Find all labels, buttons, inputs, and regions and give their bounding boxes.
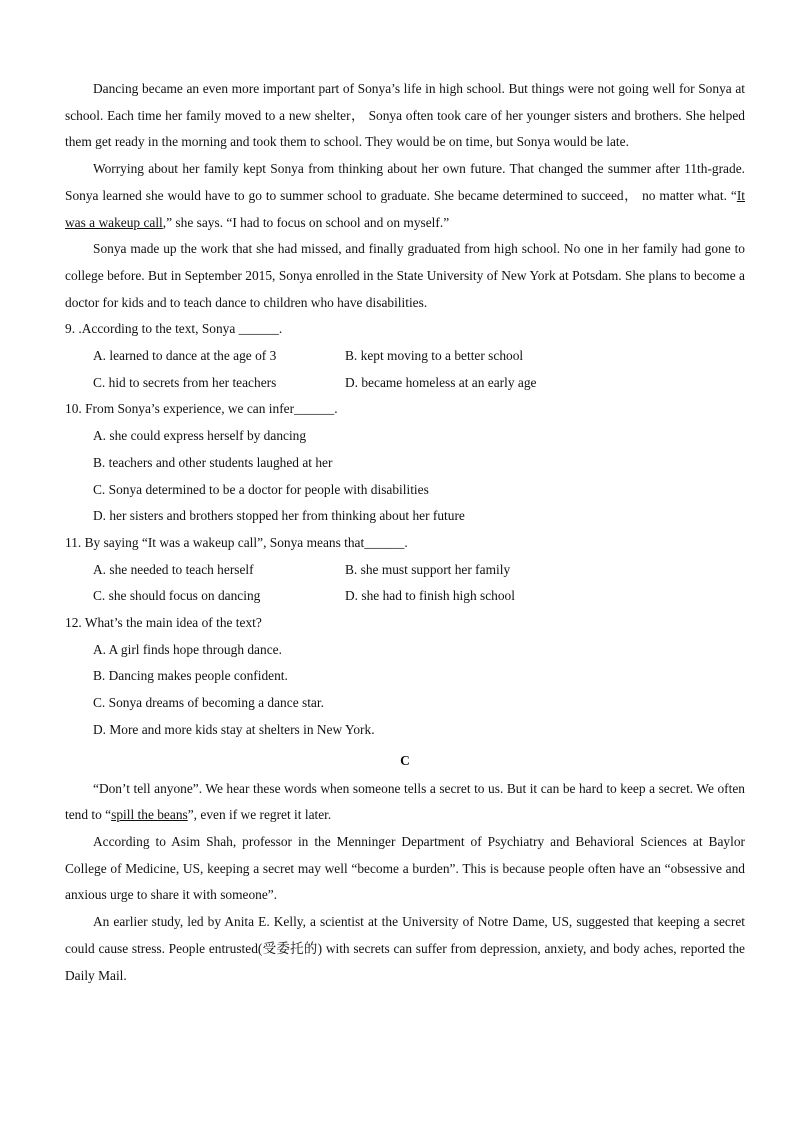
option-a: A. she could express herself by dancing — [93, 428, 307, 444]
question-11-options-row-2 — [65, 583, 745, 610]
paragraph-text: ,” she says. “I had to focus on school and on myself.” — [162, 214, 450, 230]
question-9-stem: 9. .According to the text, Sonya ______. — [65, 321, 283, 337]
option-a: A. learned to dance at the age of 3 — [93, 348, 277, 364]
option-b: B. teachers and other students laughed at her — [93, 454, 333, 470]
section-c-paragraph-2: According to Asim Shah, professor in the Menninger Department of Psychiatry and Behavioral Sciences at Baylor College of Medicine, US, keeping a secret may well “become a burden”. This is because people often have an “obsessive and anxious urge to share it with someone”. — [65, 833, 745, 903]
option-a: A. A girl finds hope through dance. — [93, 641, 282, 657]
question-10-stem: 10. From Sonya’s experience, we can infer______. — [65, 401, 338, 417]
option-c: C. Sonya dreams of becoming a dance star. — [93, 695, 324, 711]
section-c-paragraph-1 — [65, 776, 745, 829]
option-d: D. became homeless at an early age — [345, 374, 537, 390]
option-b: B. kept moving to a better school — [345, 348, 524, 364]
option-d: D. she had to finish high school — [345, 588, 515, 604]
question-9-options-row-1 — [65, 343, 745, 370]
option-b: B. she must support her family — [345, 561, 511, 577]
question-11-options-row-1 — [65, 557, 745, 584]
question-12-stem: 12. What’s the main idea of the text? — [65, 615, 262, 631]
underlined-phrase: spill the beans — [111, 807, 188, 823]
option-a: A. she needed to teach herself — [93, 561, 254, 577]
section-c-heading: C — [400, 752, 410, 768]
option-c: C. Sonya determined to be a doctor for people with disabilities — [93, 481, 429, 497]
option-c: C. she should focus on dancing — [93, 588, 261, 604]
underlined-phrase: It was a wakeup call — [65, 187, 745, 230]
paragraph-text: “Don’t tell anyone”. We hear these words when someone tells a secret to us. But it can be hard to keep a secret. We often tend to “ — [65, 780, 745, 823]
question-11-stem: 11. By saying “It was a wakeup call”, Sonya means that______. — [65, 534, 408, 550]
passage-b-paragraph-1: Dancing became an even more important part of Sonya’s life in high school. But things were not going well for Sonya at school. Each time her family moved to a new shelter， Sonya often took care of her younger sisters and brothers. She helped them get ready in the morning and took them to school. They would be on time, but Sonya would be late. — [65, 81, 745, 150]
option-c: C. hid to secrets from her teachers — [93, 374, 277, 390]
section-c-paragraph-3: An earlier study, led by Anita E. Kelly, a scientist at the University of Notre Dame, US, suggested that keeping a secret could cause stress. People entrusted(受委托的) with secrets can suffer from depression, anxiety, and body aches, reported the Daily Mail. — [65, 914, 745, 983]
paragraph-text: ”, even if we regret it later. — [187, 807, 332, 823]
paragraph-text: Worrying about her family kept Sonya from thinking about her own future. That changed the summer after 11th-grade. Sonya learned she would have to go to summer school to graduate. She became determined to succeed， no matter what. “ — [65, 161, 745, 203]
passage-b-paragraph-2 — [65, 156, 745, 236]
question-9-options-row-2 — [65, 370, 745, 397]
document-page — [65, 76, 745, 989]
option-d: D. More and more kids stay at shelters in New York. — [93, 721, 375, 737]
passage-b-paragraph-3: Sonya made up the work that she had missed, and finally graduated from high school. No one in her family had gone to college before. But in September 2015, Sonya enrolled in the State University of New York at Potsdam. She plans to become a doctor for kids and to teach dance to children who have disabilities. — [65, 241, 745, 310]
option-d: D. her sisters and brothers stopped her from thinking about her future — [93, 508, 465, 524]
option-b: B. Dancing makes people confident. — [93, 668, 288, 684]
